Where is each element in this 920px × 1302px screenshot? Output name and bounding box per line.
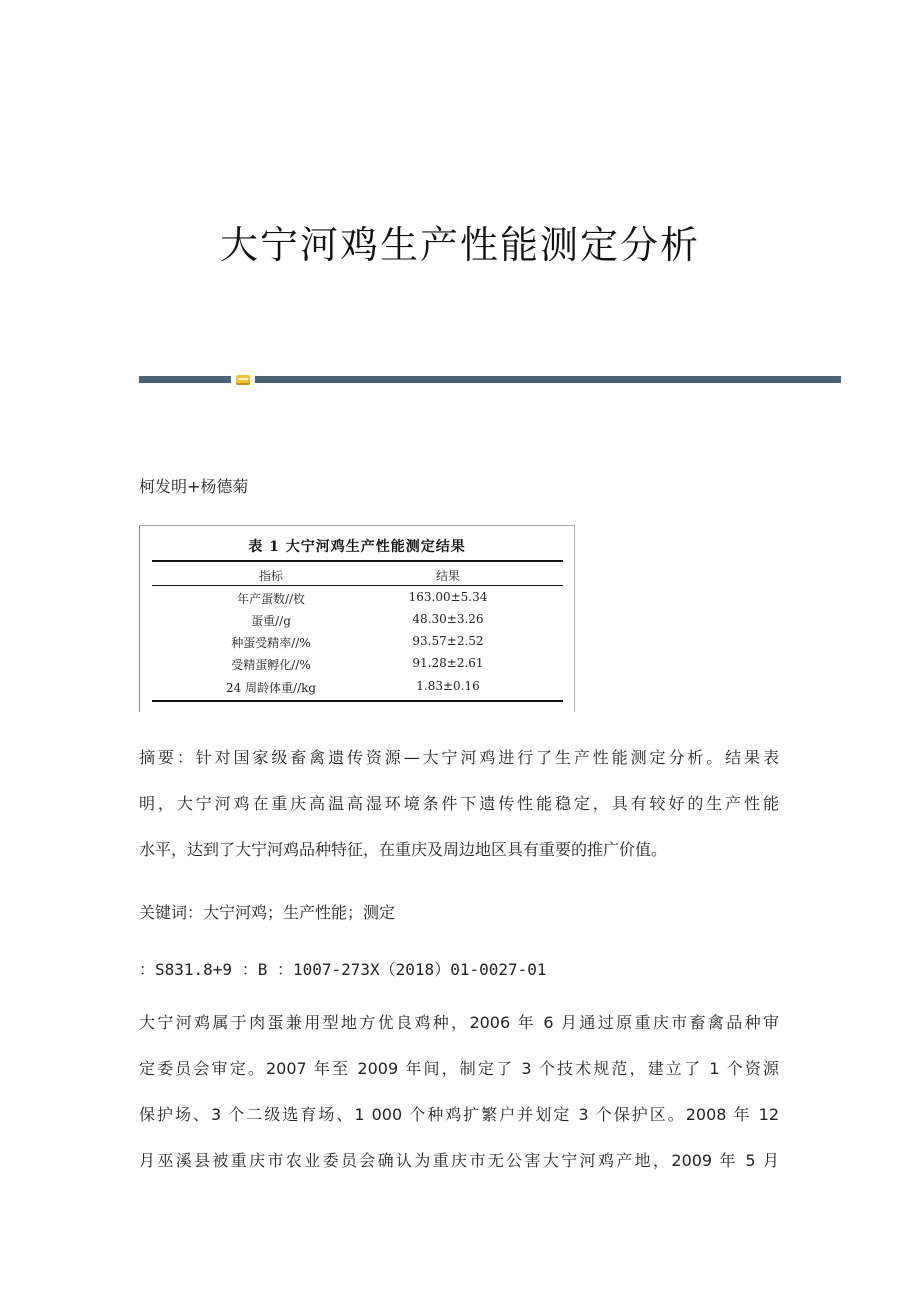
table-row xyxy=(152,653,563,675)
divider-emblem-icon xyxy=(236,375,250,385)
table-cell-result: 1.83±0.16 xyxy=(416,679,480,693)
table-cell-indicator: 蛋重//g xyxy=(251,614,291,628)
body-line: 定委员会审定。2007 年至 2009 年间，制定了 3 个技术规范，建立了 1 个资源 xyxy=(139,1059,779,1078)
table-row xyxy=(152,631,563,653)
table-header-row xyxy=(152,564,563,586)
table-cell-result: 93.57±2.52 xyxy=(412,634,484,648)
abstract-line: 明，大宁河鸡在重庆高温高湿环境条件下遗传性能稳定，具有较好的生产性能 xyxy=(139,794,779,813)
table-cell-indicator: 年产蛋数//枚 xyxy=(236,592,306,606)
table-header-indicator: 指标 xyxy=(258,569,283,583)
divider-left-bar xyxy=(139,376,231,383)
body-line: 保护场、3 个二级选育场、1 000 个种鸡扩繁户并划定 3 个保护区。2008 年 12 xyxy=(139,1105,779,1124)
abstract-line: 摘要：针对国家级畜禽遗传资源—大宁河鸡进行了生产性能测定分析。结果表 xyxy=(139,748,779,767)
table-cell-indicator: 种蛋受精率//% xyxy=(231,636,311,650)
body-paragraph xyxy=(139,1000,779,1184)
table-row xyxy=(152,676,563,698)
table-cell-result: 91.28±2.61 xyxy=(412,656,484,670)
table-header-rule xyxy=(152,585,563,586)
table-bottom-rule xyxy=(152,700,563,702)
divider-right-bar xyxy=(255,376,841,383)
document-title: 大宁河鸡生产性能测定分析 xyxy=(219,223,700,267)
authors: 柯发明+杨德菊 xyxy=(139,477,249,496)
table-cell-indicator: 受精蛋孵化//% xyxy=(231,658,311,672)
keywords: 关键词：大宁河鸡；生产性能；测定 xyxy=(139,903,396,922)
classification-codes: ：S831.8+9 ：B ：1007-273X（2018）01-0027-01 xyxy=(139,960,547,979)
body-line: 大宁河鸡属于肉蛋兼用型地方优良鸡种，2006 年 6 月通过原重庆市畜禽品种审 xyxy=(139,1013,779,1032)
table-caption: 表 1 大宁河鸡生产性能测定结果 xyxy=(248,539,466,555)
results-table-figure xyxy=(139,525,575,712)
abstract-paragraph xyxy=(139,735,779,873)
table-header-result: 结果 xyxy=(435,569,460,583)
body-line: 月巫溪县被重庆市农业委员会确认为重庆市无公害大宁河鸡产地，2009 年 5 月 xyxy=(139,1151,779,1170)
table-row xyxy=(152,587,563,609)
table-cell-indicator: 24 周龄体重//kg xyxy=(225,681,317,695)
title-divider xyxy=(139,375,841,385)
table-cell-result: 163.00±5.34 xyxy=(408,590,488,604)
table-top-rule xyxy=(152,560,563,562)
table-cell-result: 48.30±3.26 xyxy=(412,612,484,626)
table-row xyxy=(152,609,563,631)
abstract-line: 水平，达到了大宁河鸡品种特征，在重庆及周边地区具有重要的推广价值。 xyxy=(139,840,668,859)
